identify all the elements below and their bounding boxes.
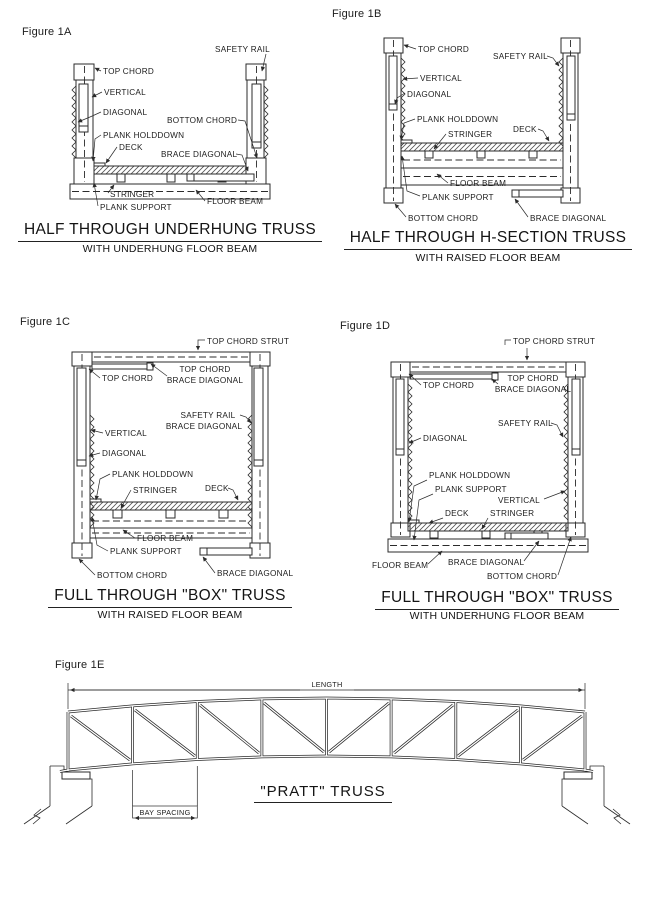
label-bottom-chord: BOTTOM CHORD — [97, 571, 168, 580]
stringer — [167, 174, 175, 182]
figure-label-1e: Figure 1E — [55, 659, 105, 671]
figure-label-1a: Figure 1A — [22, 26, 72, 38]
bottom-chord-left — [74, 158, 94, 184]
stringer — [482, 531, 490, 538]
label-plank-support: PLANK SUPPORT — [422, 193, 494, 202]
diagonal-lacing-right — [264, 86, 268, 158]
label-safety-rail-line1: SAFETY RAIL — [180, 411, 236, 420]
diagonal-lacing-right — [559, 58, 563, 146]
subtitle-1a: WITH UNDERHUNG FLOOR BEAM — [82, 243, 258, 255]
label-top-chord-brace-line2: BRACE DIAGONAL — [494, 385, 572, 394]
label-plank-support: PLANK SUPPORT — [100, 203, 172, 212]
title-1e — [173, 783, 473, 803]
label-stringer: STRINGER — [448, 130, 493, 139]
title-1d-text: FULL THROUGH "BOX" TRUSS — [375, 589, 619, 610]
deck — [401, 143, 563, 151]
label-plank-support: PLANK SUPPORT — [435, 485, 507, 494]
label-bottom-chord: BOTTOM CHORD — [167, 116, 238, 125]
stringer — [113, 510, 122, 518]
vertical-cap-left — [389, 104, 397, 110]
stringer — [477, 151, 485, 158]
top-chord-brace-cap — [147, 363, 153, 370]
label-deck: DECK — [205, 484, 229, 493]
plank-holddown — [94, 163, 105, 166]
brace-diagonal-cap — [200, 548, 207, 555]
top-chord-brace-diagonal — [92, 364, 147, 369]
top-chord-brace-diagonal — [410, 374, 492, 379]
title-1c — [8, 587, 332, 608]
title-1e-text: "PRATT" TRUSS — [254, 783, 391, 803]
label-stringer: STRINGER — [133, 486, 178, 495]
label-top-chord-strut: TOP CHORD STRUT — [207, 337, 290, 346]
top-chord-brace-cap — [492, 373, 498, 380]
label-brace-diagonal: BRACE DIAGONAL — [448, 558, 525, 567]
vertical-cap-right — [254, 460, 263, 466]
stringer — [219, 510, 228, 518]
pratt-truss-members — [60, 698, 593, 772]
deck — [90, 502, 252, 510]
safety-rail-member-right — [572, 379, 580, 449]
brace-diagonal-cap — [512, 190, 519, 197]
vertical-cap-right — [567, 114, 575, 120]
label-top-chord-strut: TOP CHORD STRUT — [513, 337, 596, 346]
label-top-chord: TOP CHORD — [423, 381, 475, 390]
diagonal-lacing-left — [401, 58, 405, 146]
deck — [408, 523, 568, 531]
label-floor-beam: FLOOR BEAM — [450, 179, 507, 188]
label-brace-diagonal: BRACE DIAGONAL — [217, 569, 294, 578]
bearing-right — [564, 772, 592, 779]
title-1c-text: FULL THROUGH "BOX" TRUSS — [48, 587, 292, 608]
safety-rail-member-left — [396, 379, 404, 449]
figure-1a-drawing — [70, 45, 270, 212]
figure-1b-drawing — [384, 38, 606, 223]
bearing-left — [62, 772, 90, 779]
label-floor-beam: FLOOR BEAM — [207, 197, 264, 206]
subtitle-1c: WITH RAISED FLOOR BEAM — [97, 609, 243, 621]
figure-label-1b: Figure 1B — [332, 8, 382, 20]
subtitle-1b: WITH RAISED FLOOR BEAM — [415, 252, 561, 264]
label-top-chord: TOP CHORD — [103, 67, 155, 76]
figure-1d-drawing — [372, 337, 595, 581]
stringer — [529, 151, 537, 158]
diagonal-lacing-left — [408, 384, 412, 520]
stringer — [166, 510, 175, 518]
label-plank-holddown: PLANK HOLDDOWN — [103, 131, 185, 140]
plank-holddown — [90, 499, 101, 502]
label-diagonal: DIAGONAL — [103, 108, 148, 117]
label-top-chord: TOP CHORD — [102, 374, 154, 383]
label-plank-holddown: PLANK HOLDDOWN — [429, 471, 511, 480]
diagonal-lacing-right — [248, 415, 252, 535]
label-safety-rail-line2: BRACE DIAGONAL — [165, 422, 243, 431]
label-vertical: VERTICAL — [420, 74, 462, 83]
title-1b — [330, 229, 646, 250]
title-1a — [8, 221, 332, 242]
label-plank-support: PLANK SUPPORT — [110, 547, 182, 556]
title-1b-text: HALF THROUGH H-SECTION TRUSS — [344, 229, 633, 250]
label-diagonal: DIAGONAL — [407, 90, 452, 99]
plank-holddown — [408, 520, 419, 523]
vertical-cap-left — [79, 126, 88, 132]
safety-rail-member-right — [252, 84, 261, 142]
label-plank-holddown: PLANK HOLDDOWN — [112, 470, 194, 479]
label-floor-beam: FLOOR BEAM — [137, 534, 194, 543]
label-bay-spacing: BAY SPACING — [139, 808, 191, 817]
title-1d — [337, 589, 650, 610]
vertical-member-left — [389, 56, 397, 104]
vertical-cap-left — [396, 449, 404, 455]
figure-1c-drawing — [72, 337, 293, 580]
label-vertical: VERTICAL — [498, 496, 540, 505]
diagonal-lacing-right — [564, 384, 568, 520]
label-top-chord-brace-line1: TOP CHORD — [179, 365, 231, 374]
label-length: LENGTH — [311, 680, 343, 689]
label-deck: DECK — [119, 143, 143, 152]
label-safety-rail: SAFETY RAIL — [498, 419, 553, 428]
label-diagonal: DIAGONAL — [102, 449, 147, 458]
top-chord-left — [74, 64, 94, 80]
label-diagonal: DIAGONAL — [423, 434, 468, 443]
abutment-right — [562, 766, 630, 824]
leader-lines-1a — [78, 54, 266, 206]
brace-diagonal — [512, 190, 563, 197]
brace-diagonal-cap — [187, 174, 194, 181]
label-stringer: STRINGER — [110, 190, 155, 199]
label-stringer: STRINGER — [490, 509, 535, 518]
brace-diagonal — [187, 174, 254, 181]
label-vertical: VERTICAL — [105, 429, 147, 438]
plank-holddown — [401, 140, 412, 143]
label-bottom-chord: BOTTOM CHORD — [408, 214, 479, 223]
safety-rail-member-right — [254, 368, 263, 460]
label-top-chord: TOP CHORD — [418, 45, 470, 54]
stringer — [117, 174, 125, 182]
label-top-chord-brace-line2: BRACE DIAGONAL — [166, 376, 244, 385]
title-1a-text: HALF THROUGH UNDERHUNG TRUSS — [18, 221, 322, 242]
figure-label-1c: Figure 1C — [20, 316, 71, 328]
stringer — [430, 531, 438, 538]
vertical-cap-left — [77, 460, 86, 466]
deck — [94, 166, 246, 174]
label-plank-holddown: PLANK HOLDDOWN — [417, 115, 499, 124]
label-vertical: VERTICAL — [104, 88, 146, 97]
label-safety-rail: SAFETY RAIL — [215, 45, 270, 54]
subtitle-1d: WITH UNDERHUNG FLOOR BEAM — [409, 610, 585, 622]
brace-diagonal — [200, 548, 252, 555]
safety-rail-member-left — [77, 368, 86, 460]
label-floor-beam: FLOOR BEAM — [372, 561, 429, 570]
abutment-left — [24, 766, 92, 824]
label-deck: DECK — [445, 509, 469, 518]
label-brace-diagonal: BRACE DIAGONAL — [530, 214, 607, 223]
diagonal-lacing-left — [72, 86, 76, 158]
label-bottom-chord: BOTTOM CHORD — [487, 572, 558, 581]
label-deck: DECK — [513, 125, 537, 134]
vertical-cap-right — [572, 449, 580, 455]
stringer — [425, 151, 433, 158]
brace-diagonal-cap — [505, 533, 511, 539]
label-brace-diagonal: BRACE DIAGONAL — [161, 150, 238, 159]
label-top-chord-brace-line1: TOP CHORD — [507, 374, 559, 383]
figure-label-1d: Figure 1D — [340, 320, 391, 332]
safety-rail-member-right — [567, 56, 575, 114]
label-safety-rail: SAFETY RAIL — [493, 52, 548, 61]
